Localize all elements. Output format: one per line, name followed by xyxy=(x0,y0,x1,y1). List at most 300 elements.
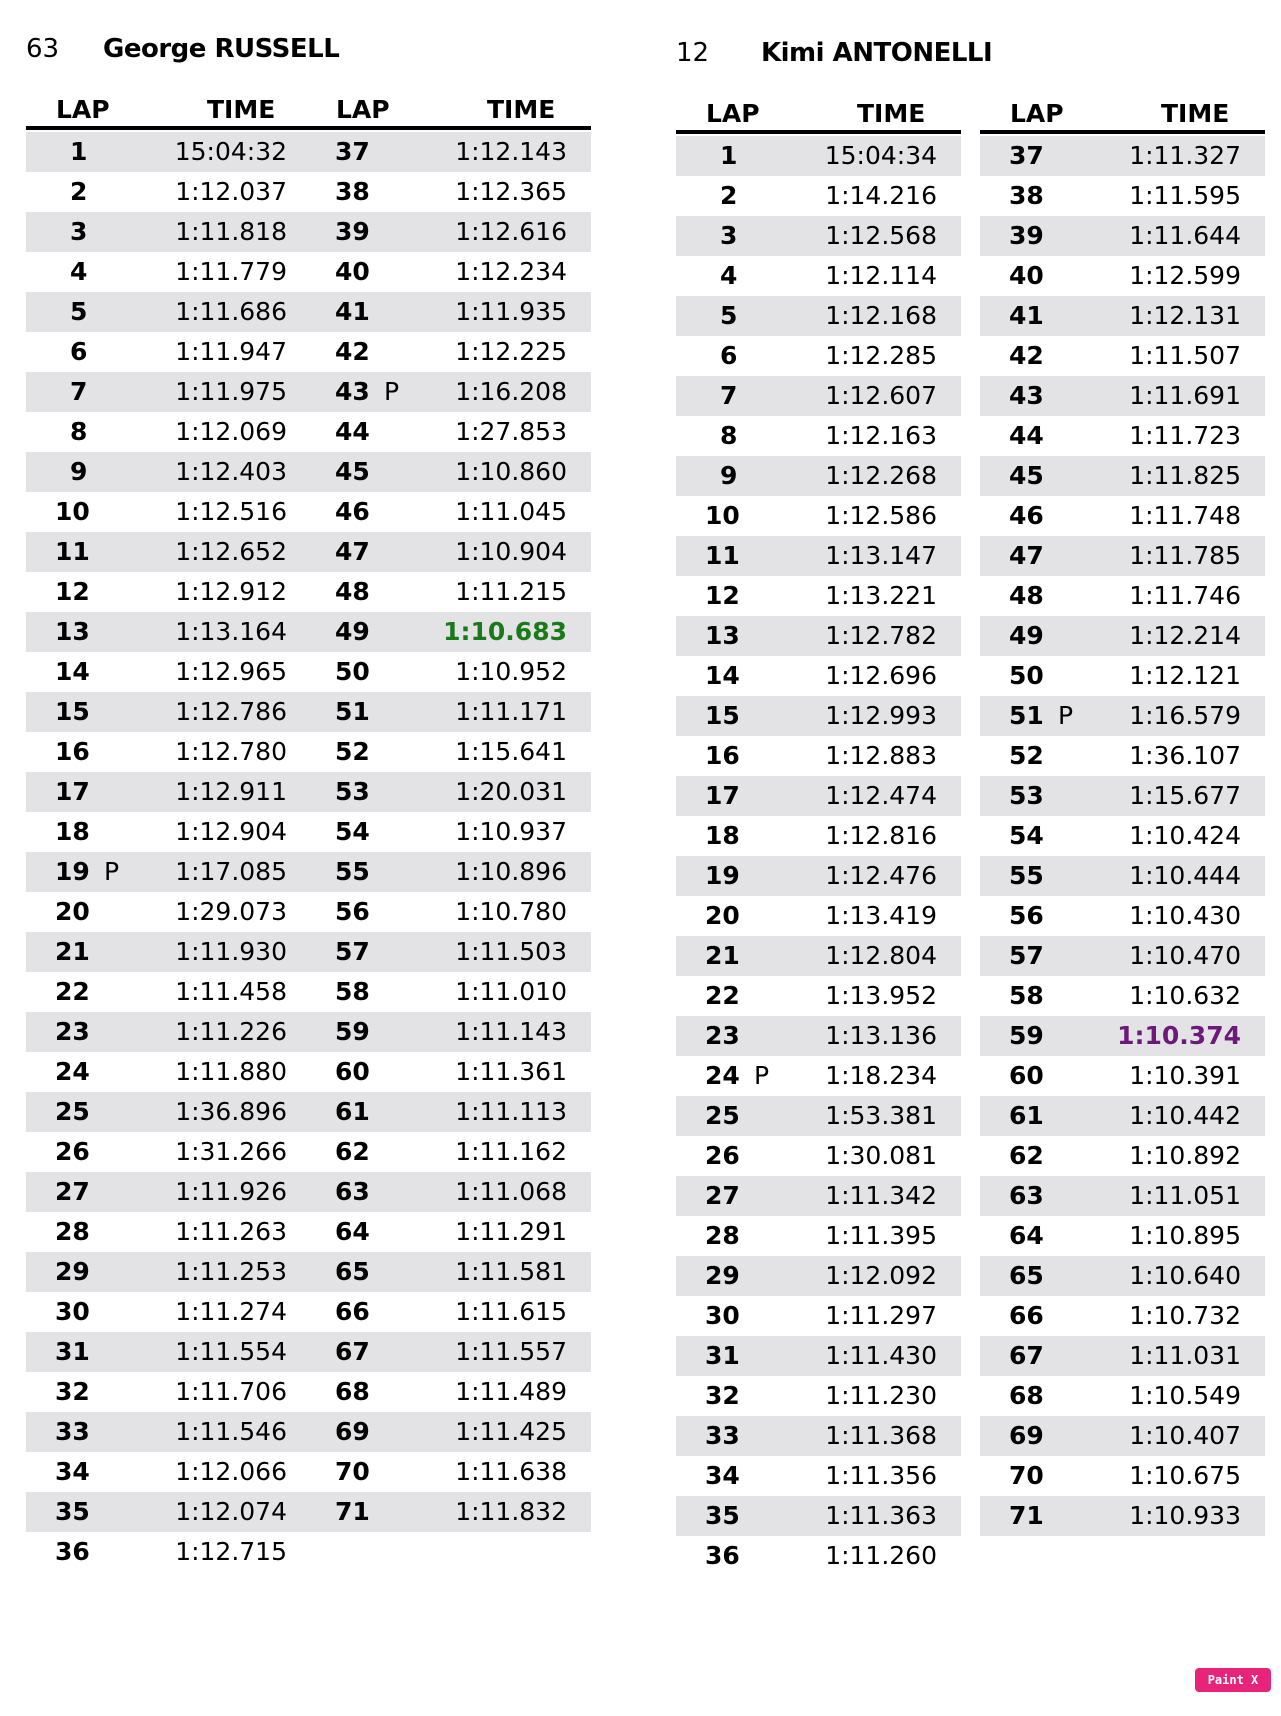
table-row xyxy=(26,1172,311,1212)
lap-time: 1:30.081 xyxy=(825,1141,937,1170)
lap-time: 1:12.285 xyxy=(825,341,937,370)
lap-number: 45 xyxy=(1009,461,1044,490)
lap-time: 1:11.143 xyxy=(455,1017,567,1046)
lap-time: 1:11.926 xyxy=(175,1177,287,1206)
table-row xyxy=(26,892,311,932)
lap-number: 38 xyxy=(335,177,370,206)
lap-number: 52 xyxy=(1009,741,1044,770)
lap-number: 27 xyxy=(55,1177,90,1206)
lap-time: 1:11.644 xyxy=(1129,221,1241,250)
lap-time: 1:11.554 xyxy=(175,1337,287,1366)
lap-number: 62 xyxy=(1009,1141,1044,1170)
lap-number: 69 xyxy=(1009,1421,1044,1450)
lap-time: 1:11.458 xyxy=(175,977,287,1006)
lap-time: 1:10.895 xyxy=(1129,1221,1241,1250)
table-row xyxy=(306,932,591,972)
watermark-badge: Paint X lite xyxy=(1195,1668,1271,1692)
driver-name: George RUSSELL xyxy=(103,34,340,64)
lap-time: 1:11.113 xyxy=(455,1097,567,1126)
table-row xyxy=(306,292,591,332)
lap-number: 52 xyxy=(335,737,370,766)
lap-time: 1:12.516 xyxy=(175,497,287,526)
lap-time: 1:10.860 xyxy=(455,457,567,486)
lap-number: 63 xyxy=(335,1177,370,1206)
lap-time: 1:10.549 xyxy=(1129,1381,1241,1410)
table-row xyxy=(306,1172,591,1212)
table-row xyxy=(306,332,591,372)
lap-time: 1:11.361 xyxy=(455,1057,567,1086)
lap-number: 5 xyxy=(720,301,738,330)
lap-time: 1:11.171 xyxy=(455,697,567,726)
lap-time: 1:11.430 xyxy=(825,1341,937,1370)
lap-number: 54 xyxy=(335,817,370,846)
lap-time: 1:12.092 xyxy=(825,1261,937,1290)
table-row xyxy=(26,1452,311,1492)
lap-number: 16 xyxy=(55,737,90,766)
lap-time: 1:12.616 xyxy=(455,217,567,246)
lap-time: 1:11.746 xyxy=(1129,581,1241,610)
table-row xyxy=(676,696,961,736)
table-row xyxy=(306,1412,591,1452)
lap-number: 10 xyxy=(55,497,90,526)
lap-time: 1:10.904 xyxy=(455,537,567,566)
lap-time: 1:12.225 xyxy=(455,337,567,366)
lap-number: 35 xyxy=(55,1497,90,1526)
table-row xyxy=(26,972,311,1012)
lap-number: 44 xyxy=(1009,421,1044,450)
lap-number: 34 xyxy=(705,1461,740,1490)
table-row xyxy=(26,532,311,572)
lap-number: 1 xyxy=(70,137,88,166)
lap-number: 59 xyxy=(1009,1021,1044,1050)
lap-time: 1:15.677 xyxy=(1129,781,1241,810)
lap-time: 1:10.732 xyxy=(1129,1301,1241,1330)
lap-number: 1 xyxy=(720,141,738,170)
table-row xyxy=(676,1456,961,1496)
lap-number: 67 xyxy=(1009,1341,1044,1370)
table-row xyxy=(676,736,961,776)
lap-time: 1:11.327 xyxy=(1129,141,1241,170)
table-row xyxy=(306,1492,591,1532)
lap-time: 1:11.051 xyxy=(1129,1181,1241,1210)
lap-number: 62 xyxy=(335,1137,370,1166)
lap-number: 19 xyxy=(55,857,90,886)
lap-time: 1:10.470 xyxy=(1129,941,1241,970)
table-row xyxy=(980,216,1265,256)
table-row xyxy=(980,456,1265,496)
driver-panel-antonelli xyxy=(676,0,1281,1700)
table-row xyxy=(306,252,591,292)
table-row xyxy=(980,576,1265,616)
pit-marker: P xyxy=(754,1061,770,1090)
lap-number: 43 xyxy=(335,377,370,406)
lap-number: 36 xyxy=(705,1541,740,1570)
lap-number: 48 xyxy=(1009,581,1044,610)
lap-number: 64 xyxy=(335,1217,370,1246)
table-row xyxy=(980,696,1265,736)
lap-number: 38 xyxy=(1009,181,1044,210)
lap-number: 10 xyxy=(705,501,740,530)
lap-number: 58 xyxy=(335,977,370,1006)
lap-number: 17 xyxy=(55,777,90,806)
lap-time: 1:12.163 xyxy=(825,421,937,450)
lap-number: 42 xyxy=(1009,341,1044,370)
lap-time: 1:11.581 xyxy=(455,1257,567,1286)
table-row xyxy=(26,252,311,292)
lap-time: 1:11.947 xyxy=(175,337,287,366)
table-row xyxy=(26,372,311,412)
lap-time: 1:12.782 xyxy=(825,621,937,650)
lap-number: 7 xyxy=(70,377,88,406)
lap-number: 41 xyxy=(335,297,370,326)
table-row xyxy=(26,612,311,652)
lap-time: 1:12.911 xyxy=(175,777,287,806)
lap-time: 1:10.444 xyxy=(1129,861,1241,890)
lap-number: 47 xyxy=(1009,541,1044,570)
time-header: TIME xyxy=(487,95,556,124)
lap-time: 1:36.107 xyxy=(1129,741,1241,770)
lap-number: 43 xyxy=(1009,381,1044,410)
lap-number: 53 xyxy=(335,777,370,806)
lap-number: 70 xyxy=(335,1457,370,1486)
lap-number: 41 xyxy=(1009,301,1044,330)
lap-time: 1:12.403 xyxy=(175,457,287,486)
time-header: TIME xyxy=(1161,99,1230,128)
lap-time: 1:11.356 xyxy=(825,1461,937,1490)
table-row xyxy=(26,812,311,852)
lap-number: 65 xyxy=(335,1257,370,1286)
lap-time: 1:11.785 xyxy=(1129,541,1241,570)
lap-time: 1:13.952 xyxy=(825,981,937,1010)
lap-number: 68 xyxy=(335,1377,370,1406)
table-row xyxy=(26,132,311,172)
table-row xyxy=(980,656,1265,696)
lap-number: 15 xyxy=(705,701,740,730)
lap-number: 63 xyxy=(1009,1181,1044,1210)
table-row xyxy=(306,1292,591,1332)
lap-time: 1:12.652 xyxy=(175,537,287,566)
table-row xyxy=(980,1056,1265,1096)
table-row xyxy=(26,1412,311,1452)
lap-number: 64 xyxy=(1009,1221,1044,1250)
lap-number: 47 xyxy=(335,537,370,566)
lap-time: 1:12.804 xyxy=(825,941,937,970)
lap-number: 70 xyxy=(1009,1461,1044,1490)
table-row xyxy=(676,1336,961,1376)
lap-number: 11 xyxy=(55,537,90,566)
lap-number: 27 xyxy=(705,1181,740,1210)
lap-time: 1:13.136 xyxy=(825,1021,937,1050)
lap-time: 1:12.780 xyxy=(175,737,287,766)
lap-number: 8 xyxy=(720,421,738,450)
driver-number: 63 xyxy=(26,34,60,64)
table-row xyxy=(980,1176,1265,1216)
lap-number: 17 xyxy=(705,781,740,810)
lap-number: 39 xyxy=(335,217,370,246)
lap-time: 1:11.291 xyxy=(455,1217,567,1246)
table-row xyxy=(676,1056,961,1096)
lap-number: 51 xyxy=(1009,701,1044,730)
table-row xyxy=(676,256,961,296)
table-row xyxy=(676,1136,961,1176)
lap-number: 36 xyxy=(55,1537,90,1566)
table-row xyxy=(676,536,961,576)
table-row xyxy=(306,492,591,532)
table-row xyxy=(980,336,1265,376)
lap-number: 9 xyxy=(70,457,88,486)
lap-time: 1:11.615 xyxy=(455,1297,567,1326)
table-row xyxy=(676,1176,961,1216)
lap-number: 61 xyxy=(335,1097,370,1126)
lap-number: 32 xyxy=(55,1377,90,1406)
lap-time: 1:12.696 xyxy=(825,661,937,690)
lap-time: 1:12.114 xyxy=(825,261,937,290)
table-row xyxy=(306,1252,591,1292)
table-row xyxy=(676,1096,961,1136)
table-row xyxy=(26,1332,311,1372)
table-row xyxy=(306,532,591,572)
lap-number: 20 xyxy=(705,901,740,930)
lap-number: 49 xyxy=(1009,621,1044,650)
table-row xyxy=(980,856,1265,896)
table-row xyxy=(676,136,961,176)
lap-rows xyxy=(26,132,311,1572)
lap-time: 1:16.579 xyxy=(1129,701,1241,730)
lap-number: 46 xyxy=(1009,501,1044,530)
table-row xyxy=(26,1092,311,1132)
table-row xyxy=(26,292,311,332)
lap-time: 1:10.675 xyxy=(1129,1461,1241,1490)
lap-time: 1:12.069 xyxy=(175,417,287,446)
table-row xyxy=(676,976,961,1016)
lap-column-1 xyxy=(26,86,311,1572)
table-row xyxy=(306,212,591,252)
table-row xyxy=(26,572,311,612)
lap-time: 1:10.640 xyxy=(1129,1261,1241,1290)
lap-time: 1:11.260 xyxy=(825,1541,937,1570)
table-row xyxy=(676,616,961,656)
table-row xyxy=(26,412,311,452)
lap-number: 66 xyxy=(1009,1301,1044,1330)
lap-header: LAP xyxy=(336,95,390,124)
table-row xyxy=(676,416,961,456)
lap-time: 1:53.381 xyxy=(825,1101,937,1130)
table-row xyxy=(306,132,591,172)
lap-time: 1:12.268 xyxy=(825,461,937,490)
table-row xyxy=(26,852,311,892)
lap-time: 1:11.546 xyxy=(175,1417,287,1446)
lap-time: 1:11.031 xyxy=(1129,1341,1241,1370)
lap-number: 20 xyxy=(55,897,90,926)
lap-number: 54 xyxy=(1009,821,1044,850)
lap-number: 28 xyxy=(55,1217,90,1246)
lap-number: 50 xyxy=(1009,661,1044,690)
table-row xyxy=(980,1096,1265,1136)
table-row xyxy=(306,652,591,692)
lap-time: 1:11.263 xyxy=(175,1217,287,1246)
table-row xyxy=(676,496,961,536)
lap-time: 1:12.912 xyxy=(175,577,287,606)
lap-number: 60 xyxy=(335,1057,370,1086)
lap-number: 18 xyxy=(55,817,90,846)
lap-time: 1:13.147 xyxy=(825,541,937,570)
lap-time: 1:12.786 xyxy=(175,697,287,726)
lap-time: 1:12.607 xyxy=(825,381,937,410)
lap-time: 1:11.368 xyxy=(825,1421,937,1450)
lap-number: 35 xyxy=(705,1501,740,1530)
lap-number: 14 xyxy=(55,657,90,686)
lap-time: 1:15.641 xyxy=(455,737,567,766)
lap-number: 26 xyxy=(55,1137,90,1166)
table-row xyxy=(26,492,311,532)
table-row xyxy=(306,1012,591,1052)
lap-number: 23 xyxy=(705,1021,740,1050)
table-row xyxy=(306,452,591,492)
lap-time: 1:12.965 xyxy=(175,657,287,686)
table-row xyxy=(306,1212,591,1252)
table-row xyxy=(676,1496,961,1536)
lap-time: 1:11.595 xyxy=(1129,181,1241,210)
lap-time: 1:11.363 xyxy=(825,1501,937,1530)
lap-number: 21 xyxy=(55,937,90,966)
lap-number: 69 xyxy=(335,1417,370,1446)
lap-time: 1:11.226 xyxy=(175,1017,287,1046)
lap-time: 1:11.935 xyxy=(455,297,567,326)
lap-number: 49 xyxy=(335,617,370,646)
table-row xyxy=(26,212,311,252)
lap-time: 1:10.683 xyxy=(443,617,567,646)
lap-time: 1:11.779 xyxy=(175,257,287,286)
lap-number: 37 xyxy=(1009,141,1044,170)
table-row xyxy=(676,656,961,696)
table-row xyxy=(676,1376,961,1416)
lap-number: 50 xyxy=(335,657,370,686)
table-row xyxy=(980,976,1265,1016)
table-row xyxy=(676,296,961,336)
lap-number: 30 xyxy=(55,1297,90,1326)
lap-time: 1:11.342 xyxy=(825,1181,937,1210)
table-row xyxy=(676,856,961,896)
lap-number: 5 xyxy=(70,297,88,326)
lap-time: 1:11.557 xyxy=(455,1337,567,1366)
lap-number: 13 xyxy=(705,621,740,650)
lap-time: 1:10.442 xyxy=(1129,1101,1241,1130)
lap-time: 1:11.162 xyxy=(455,1137,567,1166)
lap-time: 1:12.121 xyxy=(1129,661,1241,690)
table-row xyxy=(676,1016,961,1056)
lap-time: 1:12.214 xyxy=(1129,621,1241,650)
table-row xyxy=(676,896,961,936)
lap-number: 9 xyxy=(720,461,738,490)
lap-time: 1:11.723 xyxy=(1129,421,1241,450)
lap-time: 1:11.975 xyxy=(175,377,287,406)
lap-time: 1:12.904 xyxy=(175,817,287,846)
lap-time: 1:11.818 xyxy=(175,217,287,246)
lap-number: 71 xyxy=(1009,1501,1044,1530)
lap-number: 45 xyxy=(335,457,370,486)
table-row xyxy=(676,776,961,816)
table-row xyxy=(980,1256,1265,1296)
table-row xyxy=(980,1336,1265,1376)
table-row xyxy=(980,1416,1265,1456)
table-row xyxy=(26,1372,311,1412)
table-row xyxy=(980,816,1265,856)
lap-number: 21 xyxy=(705,941,740,970)
table-row xyxy=(26,692,311,732)
lap-number: 6 xyxy=(720,341,738,370)
lap-time: 1:10.407 xyxy=(1129,1421,1241,1450)
table-row xyxy=(676,376,961,416)
lap-time: 1:12.599 xyxy=(1129,261,1241,290)
lap-time: 1:12.365 xyxy=(455,177,567,206)
lap-time: 1:11.045 xyxy=(455,497,567,526)
lap-number: 25 xyxy=(705,1101,740,1130)
table-row xyxy=(980,176,1265,216)
lap-number: 3 xyxy=(70,217,88,246)
table-row xyxy=(980,616,1265,656)
lap-number: 23 xyxy=(55,1017,90,1046)
lap-time: 1:11.880 xyxy=(175,1057,287,1086)
pit-marker: P xyxy=(1058,701,1074,730)
column-header xyxy=(306,86,591,130)
lap-time: 1:10.892 xyxy=(1129,1141,1241,1170)
table-row xyxy=(980,896,1265,936)
lap-number: 6 xyxy=(70,337,88,366)
lap-number: 11 xyxy=(705,541,740,570)
lap-number: 22 xyxy=(55,977,90,1006)
lap-number: 51 xyxy=(335,697,370,726)
lap-number: 4 xyxy=(720,261,738,290)
lap-number: 40 xyxy=(335,257,370,286)
lap-number: 53 xyxy=(1009,781,1044,810)
lap-time: 1:11.507 xyxy=(1129,341,1241,370)
lap-number: 18 xyxy=(705,821,740,850)
lap-time: 1:12.131 xyxy=(1129,301,1241,330)
table-row xyxy=(676,576,961,616)
table-row xyxy=(26,732,311,772)
lap-number: 44 xyxy=(335,417,370,446)
lap-time: 1:11.930 xyxy=(175,937,287,966)
lap-time: 1:29.073 xyxy=(175,897,287,926)
lap-number: 40 xyxy=(1009,261,1044,290)
lap-time: 1:11.230 xyxy=(825,1381,937,1410)
lap-time: 1:36.896 xyxy=(175,1097,287,1126)
lap-number: 58 xyxy=(1009,981,1044,1010)
lap-time: 1:11.691 xyxy=(1129,381,1241,410)
table-row xyxy=(306,572,591,612)
lap-number: 57 xyxy=(1009,941,1044,970)
lap-time: 1:12.066 xyxy=(175,1457,287,1486)
lap-number: 12 xyxy=(705,581,740,610)
lap-header: LAP xyxy=(1010,99,1064,128)
lap-number: 42 xyxy=(335,337,370,366)
table-row xyxy=(676,336,961,376)
table-row xyxy=(26,1132,311,1172)
lap-number: 19 xyxy=(705,861,740,890)
lap-time: 1:12.586 xyxy=(825,501,937,530)
table-row xyxy=(676,1216,961,1256)
lap-number: 56 xyxy=(335,897,370,926)
lap-time: 1:10.933 xyxy=(1129,1501,1241,1530)
lap-number: 2 xyxy=(70,177,88,206)
table-row xyxy=(980,256,1265,296)
table-row xyxy=(980,376,1265,416)
lap-time: 1:11.748 xyxy=(1129,501,1241,530)
driver-panel-russell xyxy=(26,0,666,1700)
table-row xyxy=(306,732,591,772)
lap-time: 1:11.395 xyxy=(825,1221,937,1250)
lap-number: 59 xyxy=(335,1017,370,1046)
